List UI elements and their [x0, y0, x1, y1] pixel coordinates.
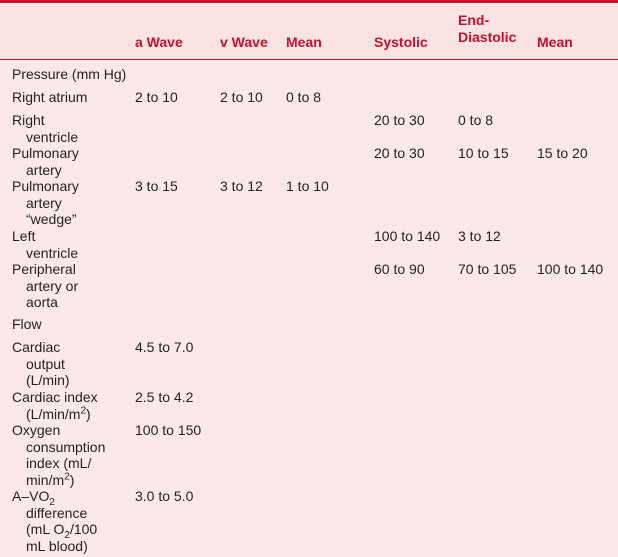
header-end-diastolic	[458, 12, 516, 46]
label-line: Peripheral	[12, 261, 76, 277]
right-atrium-v-wave: 2 to 10	[220, 89, 263, 105]
header-mean-2: Mean	[537, 34, 573, 50]
label-line: aorta	[26, 294, 58, 310]
row-label-cardiac-output	[12, 339, 70, 389]
label-line: artery or	[26, 277, 79, 294]
pulmonary-artery-systolic: 20 to 30	[374, 145, 425, 161]
peripheral-artery-systolic: 60 to 90	[374, 261, 425, 277]
label-line: Cardiac index	[12, 389, 98, 405]
pulmonary-wedge-mean: 1 to 10	[286, 178, 329, 194]
oxygen-consumption-value: 100 to 150	[135, 422, 202, 438]
label-line: $A-VO_2$	[12, 488, 55, 508]
header-end-diastolic-line2: Diastolic	[458, 29, 517, 45]
label-line: artery	[26, 161, 62, 178]
label-line: difference	[26, 504, 88, 521]
label-line: Pulmonary	[12, 145, 79, 161]
label-line: ventricle	[26, 244, 79, 261]
label-line: index (mL/	[26, 455, 92, 471]
label-line: $\min/m^2$)	[26, 470, 75, 488]
left-ventricle-systolic: 100 to 140	[374, 228, 441, 244]
label-line: (mL $O_2/100$	[26, 521, 98, 541]
row-label-pulmonary-wedge	[12, 178, 79, 228]
row-label-right-atrium	[12, 89, 87, 106]
row-label-left-ventricle	[12, 228, 78, 261]
label-line: consumption	[26, 438, 106, 455]
right-ventricle-systolic: 20 to 30	[374, 112, 425, 128]
cardiac-index-value: 2.5 to 4.2	[135, 389, 194, 405]
right-ventricle-end-diastolic: 0 to 8	[458, 112, 494, 128]
left-ventricle-end-diastolic: 3 to 12	[458, 228, 501, 244]
pulmonary-artery-end-diastolic: 10 to 15	[458, 145, 509, 161]
label-line: (L/min)	[26, 372, 70, 388]
row-label-pulmonary-artery	[12, 145, 79, 178]
peripheral-artery-mean: 100 to 140	[537, 261, 604, 277]
label-line: $(L/\min/m^2)$	[26, 404, 91, 422]
row-label-cardiac-index	[12, 389, 98, 422]
label-line: artery	[26, 194, 62, 211]
row-label-oxygen-consumption	[12, 422, 105, 488]
header-divider	[0, 59, 618, 60]
header-a-wave: a Wave	[135, 34, 183, 50]
table-header	[0, 3, 618, 60]
pulmonary-wedge-v-wave: 3 to 12	[220, 178, 263, 194]
header-systolic: Systolic	[374, 34, 428, 50]
section-flow: Flow	[12, 316, 42, 332]
label-line: Left	[12, 228, 36, 244]
header-v-wave: v Wave	[220, 34, 268, 50]
row-label-avo2-difference	[12, 488, 97, 554]
right-atrium-a-wave: 2 to 10	[135, 89, 178, 105]
cardiac-output-value: 4.5 to 7.0	[135, 339, 194, 355]
label-line: Right	[12, 112, 45, 128]
pulmonary-wedge-a-wave: 3 to 15	[135, 178, 178, 194]
label-line: ventricle	[26, 128, 79, 145]
right-atrium-mean: 0 to 8	[286, 89, 322, 105]
label-line: “wedge”	[26, 211, 77, 227]
label-line: Right atrium	[12, 89, 88, 105]
header-end-diastolic-line1: End-	[458, 12, 490, 28]
label-line: Cardiac	[12, 339, 61, 355]
section-pressure: Pressure (mm Hg)	[12, 66, 127, 82]
label-line: mL blood)	[26, 537, 88, 554]
row-label-right-ventricle	[12, 112, 78, 145]
row-label-peripheral-artery	[12, 261, 78, 311]
label-line: Oxygen	[12, 422, 61, 438]
avo2-difference-value: 3.0 to 5.0	[135, 488, 194, 504]
peripheral-artery-end-diastolic: 70 to 105	[458, 261, 517, 277]
header-mean-1: Mean	[286, 34, 322, 50]
pulmonary-artery-mean: 15 to 20	[537, 145, 588, 161]
label-line: output	[26, 355, 65, 372]
label-line: Pulmonary	[12, 178, 79, 194]
